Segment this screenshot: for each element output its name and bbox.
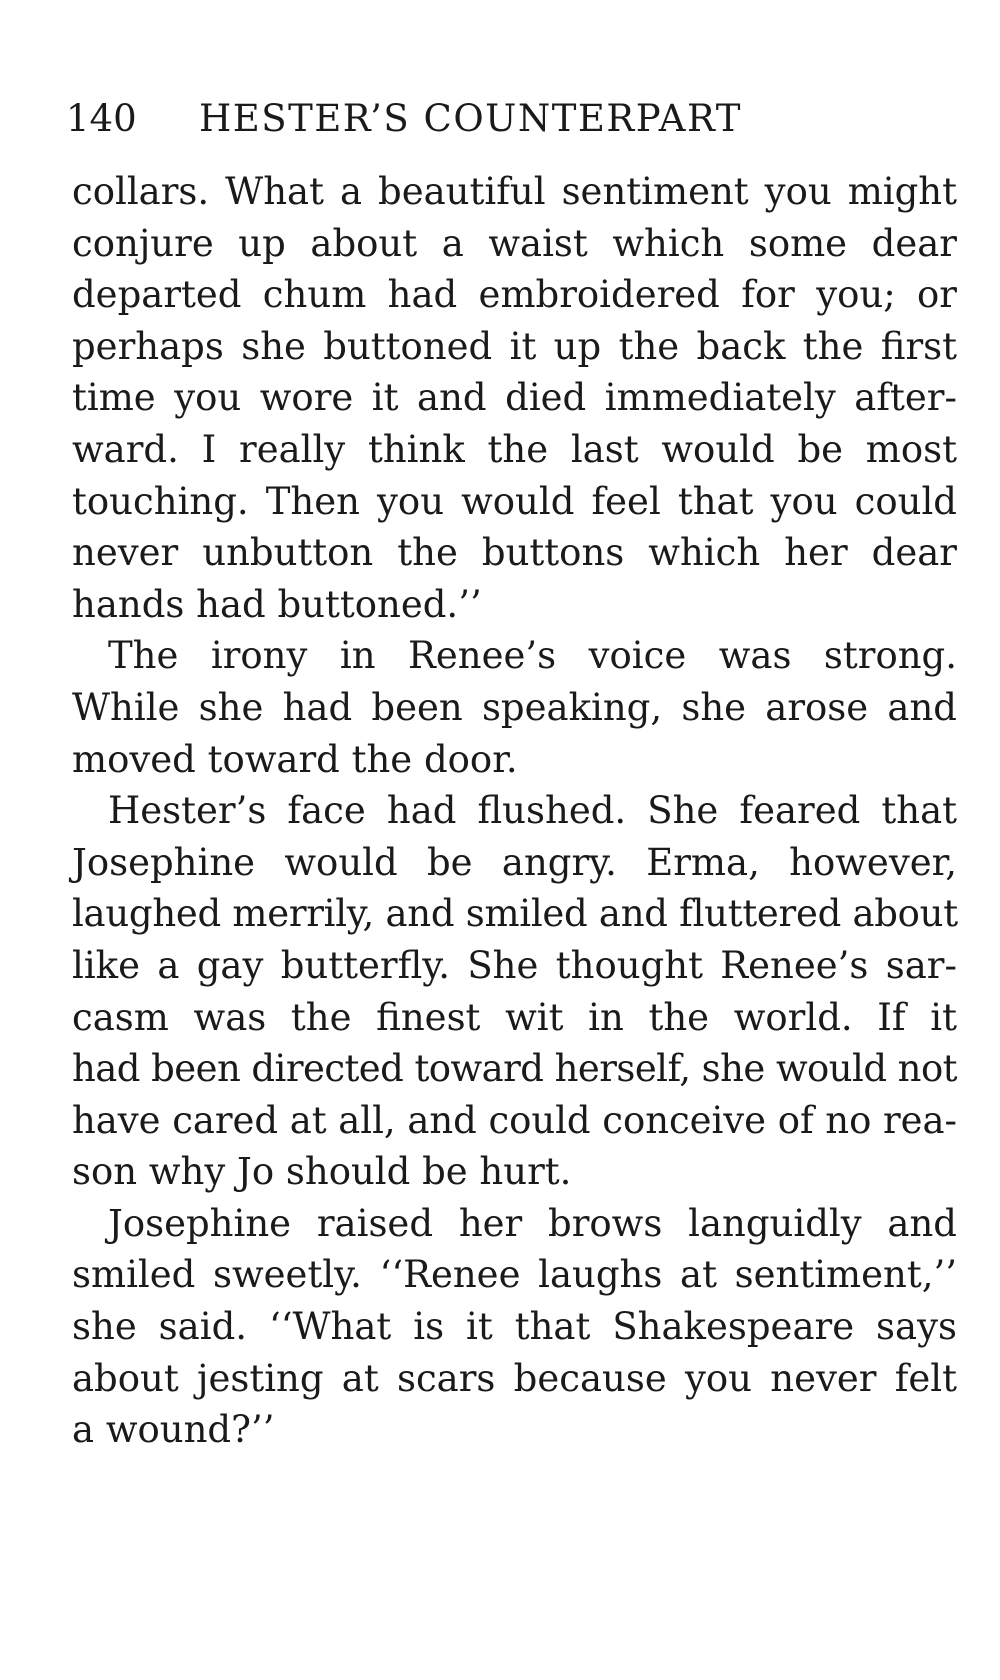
page-number: 140	[66, 97, 137, 140]
text-line: a wound?’’	[72, 1408, 275, 1452]
text-line: ward. I really think the last would be most	[72, 427, 957, 471]
text-line: Hester’s face had flushed. She feared that	[108, 789, 957, 833]
text-line: casm was the finest wit in the world. If it	[72, 995, 957, 1039]
paragraph	[72, 166, 957, 630]
body-text	[72, 166, 957, 1456]
text-line: moved toward the door.	[72, 737, 518, 781]
text-line: smiled sweetly. ‘‘Renee laughs at sentiment,’’	[72, 1253, 957, 1297]
text-line: The irony in Renee’s voice was strong.	[108, 634, 957, 678]
text-line: son why Jo should be hurt.	[72, 1150, 572, 1194]
text-line: perhaps she buttoned it up the back the first	[72, 324, 957, 368]
text-line: touching. Then you would feel that you could	[72, 479, 957, 523]
running-title: HESTER’S COUNTERPART	[199, 97, 742, 140]
text-line: like a gay butterfly. She thought Renee’s sar-	[72, 943, 957, 987]
paragraph	[72, 1198, 957, 1456]
text-line: departed chum had embroidered for you; or	[72, 273, 957, 317]
text-line: never unbutton the buttons which her dear	[72, 531, 957, 575]
paragraph	[72, 630, 957, 785]
text-line: hands had buttoned.’’	[72, 582, 482, 626]
text-line: collars. What a beautiful sentiment you might	[72, 170, 957, 213]
text-line: she said. ‘‘What is it that Shakespeare says	[72, 1305, 957, 1349]
text-line: had been directed toward herself, she would not	[72, 1047, 957, 1091]
text-line: laughed merrily, and smiled and fluttered about	[72, 892, 958, 936]
text-line: about jesting at scars because you never felt	[72, 1356, 957, 1400]
paragraph	[72, 785, 957, 1198]
page-header	[66, 94, 946, 144]
text-line: Josephine would be angry. Erma, however,	[72, 840, 957, 884]
text-line: have cared at all, and could conceive of no rea-	[72, 1098, 957, 1142]
text-line: conjure up about a waist which some dear	[72, 221, 957, 265]
text-line: Josephine raised her brows languidly and	[108, 1201, 957, 1245]
text-line: time you wore it and died immediately after-	[72, 376, 957, 420]
text-line: While she had been speaking, she arose and	[72, 685, 957, 729]
